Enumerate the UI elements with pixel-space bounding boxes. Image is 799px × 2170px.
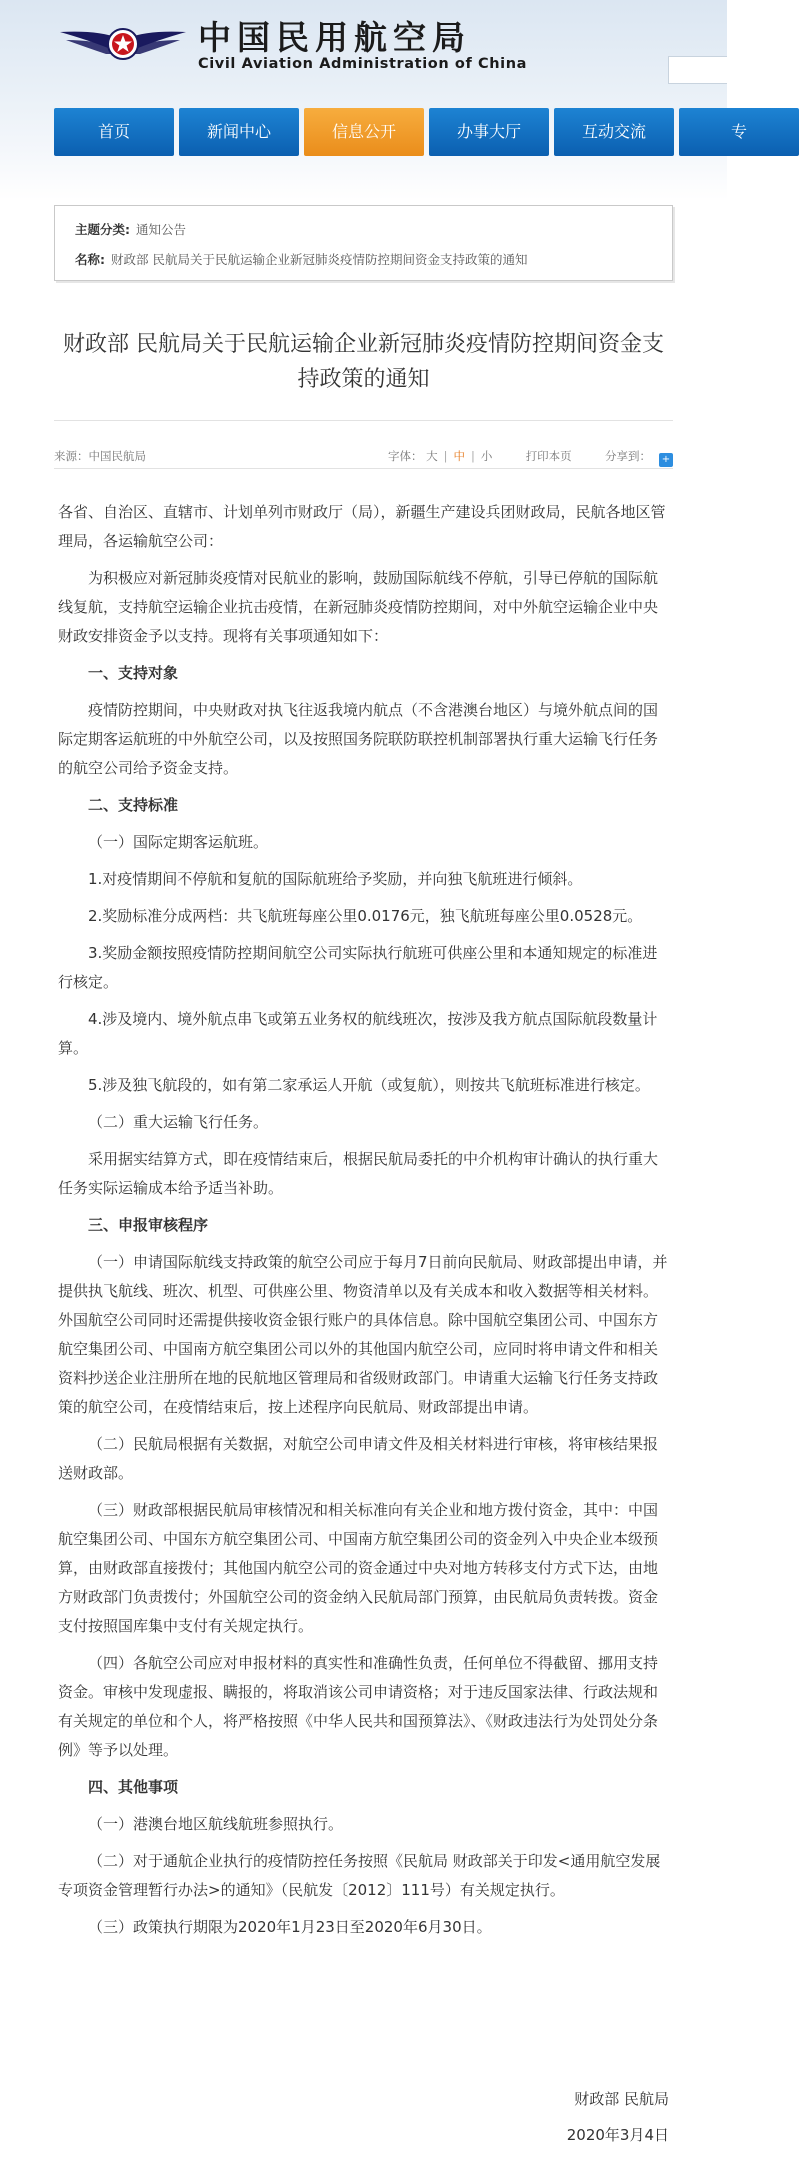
share-plus-icon[interactable]: +	[659, 453, 673, 467]
font-size-medium-link[interactable]: 中	[453, 449, 465, 463]
body-paragraph: 2.奖励标准分成两档：共飞航班每座公里0.0176元，独飞航班每座公里0.0528元。	[88, 907, 643, 925]
article-body	[58, 498, 669, 1950]
body-paragraph: （一）港澳台地区航线航班参照执行。	[88, 1815, 344, 1833]
body-paragraph: 3.奖励金额按照疫情防控期间航空公司实际执行航班可供座公里和本通知规定的标准进行核定。	[58, 944, 658, 991]
article-title: 财政部 民航局关于民航运输企业新冠肺炎疫情防控期间资金支持政策的通知	[63, 332, 664, 392]
nav-item-info-disclosure[interactable]: 信息公开	[304, 108, 424, 156]
body-paragraph: （四）各航空公司应对申报材料的真实性和准确性负责，任何单位不得截留、挪用支持资金。审核中发现虚报、瞒报的，将取消该公司申请资格；对于违反国家法律、行政法规和有关规定的单位和个人，将严格按照《中华人民共和国预算法》、《财政违法行为处罚处分条例》等予以处理。	[58, 1654, 659, 1759]
info-divider	[54, 468, 673, 469]
signature-org: 财政部 民航局	[574, 2090, 669, 2108]
meta-name-row	[75, 250, 527, 268]
body-paragraph: 1.对疫情期间不停航和复航的国际航班给予奖励，并向独飞航班进行倾斜。	[88, 870, 583, 888]
body-paragraph: 各省、自治区、直辖市、计划单列市财政厅（局），新疆生产建设兵团财政局，民航各地区管理局，各运输航空公司：	[58, 503, 666, 550]
site-title-chinese: 中国民用航空局	[198, 18, 471, 57]
nav-item-home[interactable]: 首页	[54, 108, 174, 156]
meta-category-value: 通知公告	[136, 222, 187, 237]
article-tools	[388, 448, 673, 467]
article-source: 来源：中国民航局	[54, 449, 146, 463]
meta-name-label: 名称:	[75, 252, 105, 267]
body-paragraph: 4.涉及境内、境外航点串飞或第五业务权的航线班次，按涉及我方航点国际航段数量计算。	[58, 1010, 658, 1057]
site-title-english: Civil Aviation Administration of China	[198, 56, 528, 72]
body-paragraph: 疫情防控期间，中央财政对执飞往返我境内航点（不含港澳台地区）与境外航点间的国际定期客运航班的中外航空公司，以及按照国务院联防联控机制部署执行重大运输飞行任务的航空公司给予资金支持。	[58, 701, 659, 777]
body-paragraph: 5.涉及独飞航段的，如有第二家承运人开航（或复航），则按共飞航班标准进行核定。	[88, 1076, 650, 1094]
body-paragraph: （二）对于通航企业执行的疫情防控任务按照《民航局 财政部关于印发<通用航空发展专项资金管理暂行办法>的通知》（民航发〔2012〕111号）有关规定执行。	[58, 1852, 661, 1899]
meta-name-value: 财政部 民航局关于民航运输企业新冠肺炎疫情防控期间资金支持政策的通知	[111, 252, 528, 267]
meta-category-row	[75, 220, 186, 238]
body-paragraph: （三）政策执行期限为2020年1月23日至2020年6月30日。	[88, 1918, 492, 1936]
body-paragraph: （二）重大运输飞行任务。	[88, 1113, 269, 1131]
section-heading: 一、支持对象	[88, 664, 179, 682]
title-divider	[54, 420, 673, 421]
search-input[interactable]	[668, 56, 727, 84]
body-paragraph: （一）国际定期客运航班。	[88, 833, 269, 851]
share-label: 分享到：	[605, 449, 651, 463]
signature-date: 2020年3月4日	[566, 2126, 669, 2144]
caac-logo-icon[interactable]	[58, 14, 188, 70]
main-navigation	[54, 108, 747, 156]
body-paragraph: 采用据实结算方式，即在疫情结束后，根据民航局委托的中介机构审计确认的执行重大任务实际运输成本给予适当补助。	[58, 1150, 659, 1197]
body-paragraph: （一）申请国际航线支持政策的航空公司应于每月7日前向民航局、财政部提出申请，并提供执飞航线、班次、机型、可供座公里、物资清单以及有关成本和收入数据等相关材料。外国航空公司同时还需提供接收资金银行账户的具体信息。除中国航空集团公司、中国东方航空集团公司、中国南方航空集团公司以外的其他国内航空公司，应同时将申请文件和相关资料抄送企业注册所在地的民航地区管理局和省级财政部门。申请重大运输飞行任务支持政策的航空公司，在疫情结束后，按上述程序向民航局、财政部提出申请。	[58, 1253, 668, 1416]
font-size-small-link[interactable]: 小	[480, 449, 493, 463]
meta-category-label: 主题分类:	[75, 222, 130, 237]
nav-item-news[interactable]: 新闻中心	[179, 108, 299, 156]
nav-item-service-hall[interactable]: 办事大厅	[429, 108, 549, 156]
print-page-link[interactable]: 打印本页	[525, 449, 572, 463]
nav-item-special[interactable]: 专	[679, 108, 799, 156]
section-heading: 三、申报审核程序	[88, 1216, 209, 1234]
divider: |	[443, 449, 448, 463]
section-heading: 四、其他事项	[88, 1778, 179, 1796]
divider: |	[471, 449, 475, 463]
body-paragraph: （二）民航局根据有关数据，对航空公司申请文件及相关材料进行审核，将审核结果报送财政部。	[58, 1435, 659, 1482]
font-size-large-link[interactable]: 大	[426, 449, 438, 463]
article-info-bar	[54, 446, 673, 466]
nav-item-interaction[interactable]: 互动交流	[554, 108, 674, 156]
body-paragraph: （三）财政部根据民航局审核情况和相关标准向有关企业和地方拨付资金，其中：中国航空集团公司、中国东方航空集团公司、中国南方航空集团公司的资金列入中央企业本级预算，由财政部直接拨付；其他国内航空公司的资金通过中央对地方转移支付方式下达，由地方财政部门负责拨付；外国航空公司的资金纳入民航局部门预算，由民航局负责转拨。资金支付按照国库集中支付有关规定执行。	[58, 1501, 659, 1635]
meta-info-box	[54, 205, 673, 281]
section-heading: 二、支持标准	[88, 796, 179, 814]
font-size-label: 字体：	[387, 449, 423, 463]
body-paragraph: 为积极应对新冠肺炎疫情对民航业的影响，鼓励国际航线不停航，引导已停航的国际航线复航，支持航空运输企业抗击疫情，在新冠肺炎疫情防控期间，对中外航空运输企业中央财政安排资金予以支持。现将有关事项通知如下：	[58, 569, 659, 645]
